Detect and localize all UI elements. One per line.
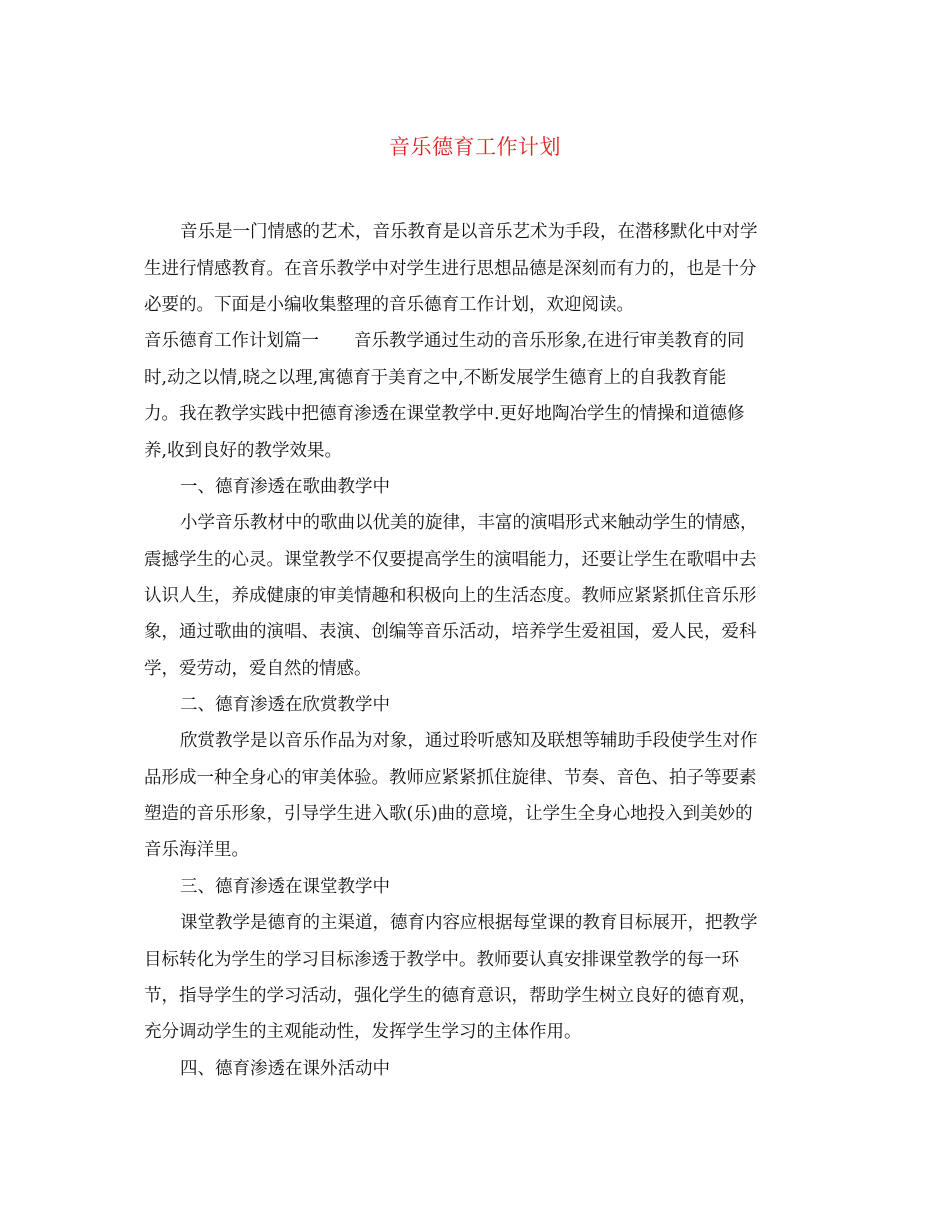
paragraph-line: 养,收到良好的教学效果。 <box>144 441 343 461</box>
paragraph-line: 欣赏教学是以音乐作品为对象，通过聆听感知及联想等辅助手段使学生对作 <box>180 731 758 751</box>
section-heading: 四、德育渗透在课外活动中 <box>180 1059 390 1079</box>
paragraph-line: 象，通过歌曲的演唱、表演、创编等音乐活动，培养学生爱祖国，爱人民，爱科 <box>144 622 757 642</box>
paragraph-line: 时,动之以情,晓之以理,寓德育于美育之中,不断发展学生德育上的自我教育能 <box>144 368 727 388</box>
paragraph-line: 节，指导学生的学习活动，强化学生的德育意识，帮助学生树立良好的德育观， <box>144 986 757 1006</box>
section-heading: 一、德育渗透在歌曲教学中 <box>180 477 390 497</box>
paragraph-line: 音乐德育工作计划篇一 音乐教学通过生动的音乐形象,在进行审美教育的同 <box>144 331 745 351</box>
paragraph-line: 音乐海洋里。 <box>144 840 249 860</box>
paragraph-line: 音乐是一门情感的艺术，音乐教育是以音乐艺术为手段，在潜移默化中对学 <box>180 222 758 242</box>
document-title: 音乐德育工作计划 <box>389 135 561 159</box>
paragraph-line: 小学音乐教材中的歌曲以优美的旋律，丰富的演唱形式来触动学生的情感， <box>180 513 758 533</box>
paragraph-line: 课堂教学是德育的主渠道，德育内容应根据每堂课的教育目标展开，把教学 <box>180 913 758 933</box>
section-heading: 三、德育渗透在课堂教学中 <box>180 877 390 897</box>
section-heading: 二、德育渗透在欣赏教学中 <box>180 695 390 715</box>
paragraph-line: 必要的。下面是小编收集整理的音乐德育工作计划，欢迎阅读。 <box>144 295 634 315</box>
paragraph-line: 认识人生，养成健康的审美情趣和积极向上的生活态度。教师应紧紧抓住音乐形 <box>144 586 757 606</box>
paragraph-line: 生进行情感教育。在音乐教学中对学生进行思想品德是深刻而有力的，也是十分 <box>144 259 757 279</box>
paragraph-line: 充分调动学生的主观能动性，发挥学生学习的主体作用。 <box>144 1022 582 1042</box>
paragraph-line: 塑造的音乐形象，引导学生进入歌(乐)曲的意境，让学生全身心地投入到美妙的 <box>144 804 753 824</box>
paragraph-line: 目标转化为学生的学习目标渗透于教学中。教师要认真安排课堂教学的每一环 <box>144 950 739 970</box>
paragraph-line: 震撼学生的心灵。课堂教学不仅要提高学生的演唱能力，还要让学生在歌唱中去 <box>144 550 757 570</box>
paragraph-line: 学，爱劳动，爱自然的情感。 <box>144 659 372 679</box>
paragraph-line: 品形成一种全身心的审美体验。教师应紧紧抓住旋律、节奏、音色、拍子等要素 <box>144 768 757 788</box>
paragraph-line: 力。我在教学实践中把德育渗透在课堂教学中.更好地陶冶学生的情操和道德修 <box>144 404 745 424</box>
